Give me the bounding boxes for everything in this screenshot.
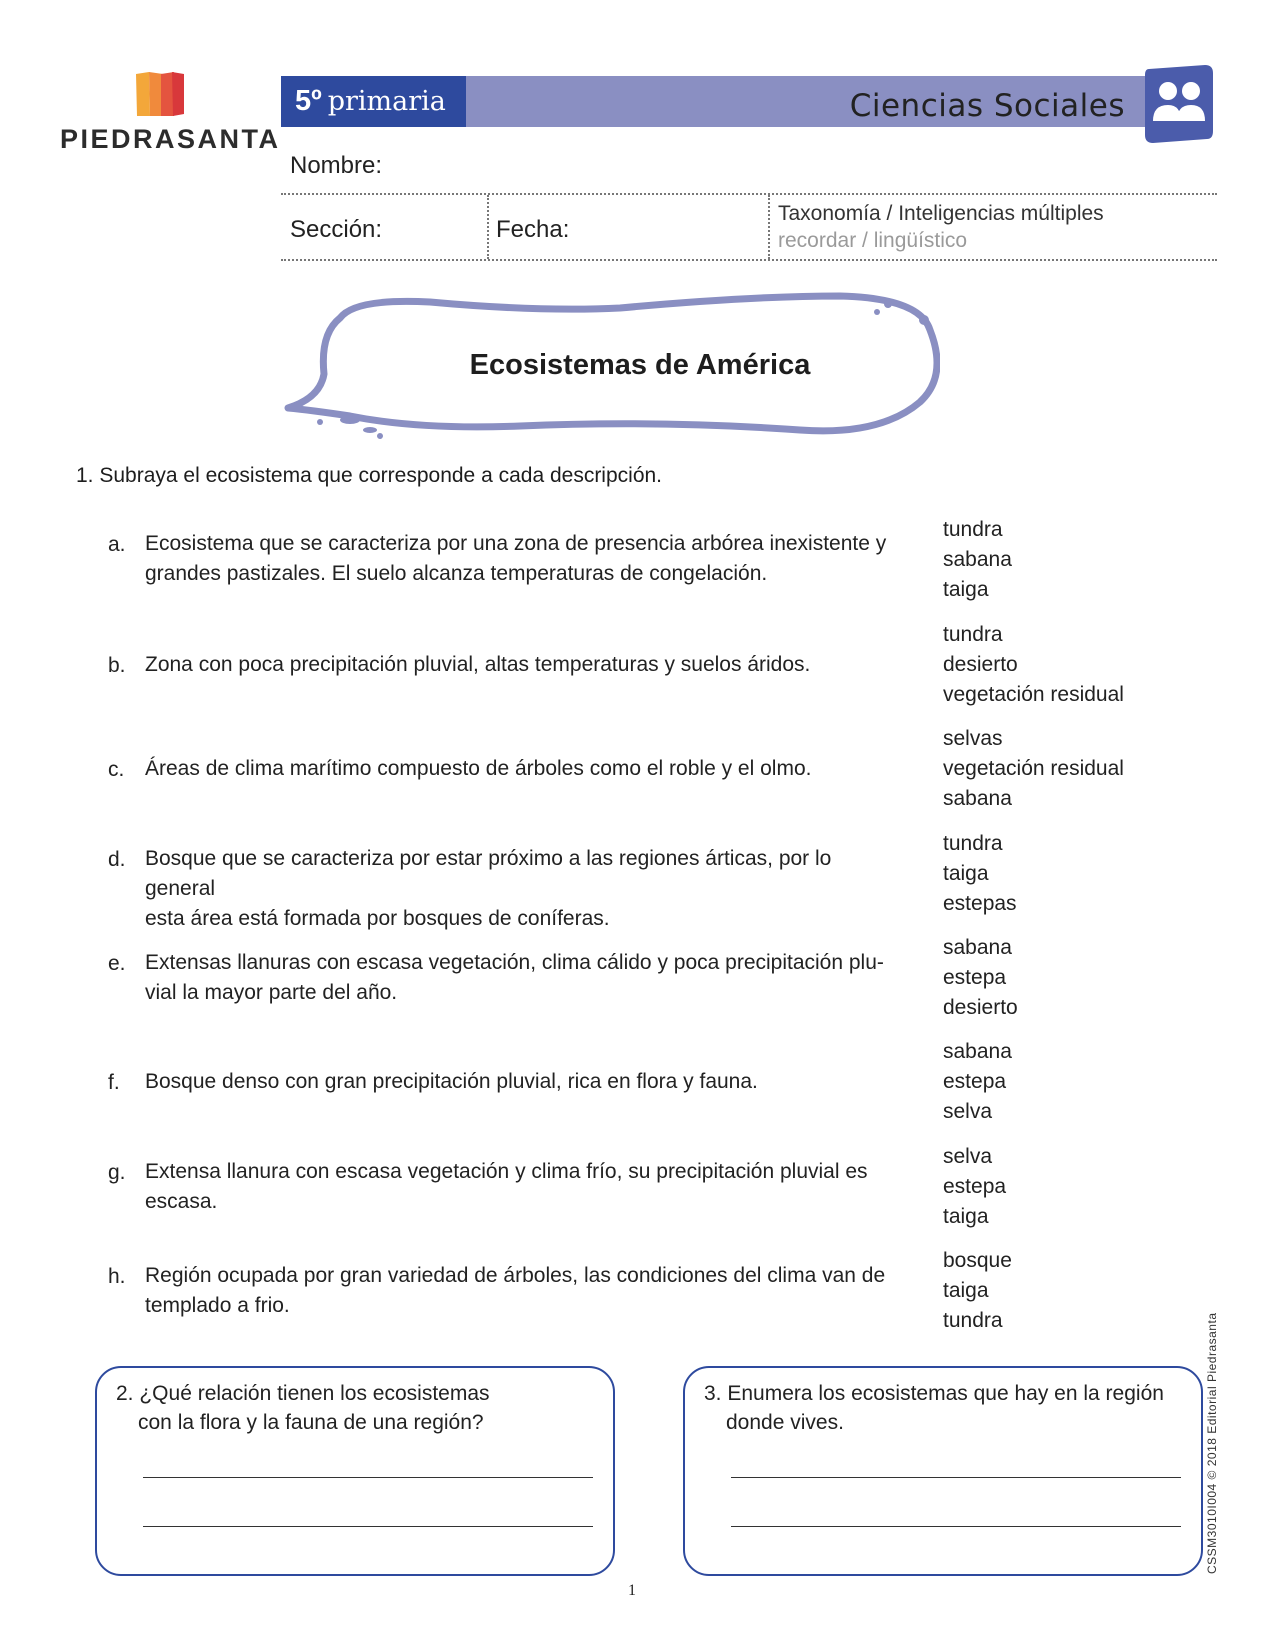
option[interactable]: taiga	[943, 862, 989, 885]
item-line: grandes pastizales. El suelo alcanza temperaturas de congelación.	[145, 562, 768, 585]
item-description	[145, 754, 905, 784]
answer-line[interactable]	[731, 1477, 1181, 1478]
option-group	[943, 515, 1012, 605]
item-description	[145, 650, 905, 680]
item-description	[145, 1067, 905, 1097]
option[interactable]: tundra	[943, 1309, 1003, 1332]
item-letter: f.	[108, 1071, 120, 1094]
option-group	[943, 1037, 1012, 1127]
section-label: Sección:	[290, 216, 383, 243]
option[interactable]: taiga	[943, 1279, 989, 1302]
item-line: escasa.	[145, 1190, 218, 1213]
name-field[interactable]	[385, 150, 1205, 188]
taxonomy-title: Taxonomía / Inteligencias múltiples	[778, 202, 1104, 225]
option[interactable]: desierto	[943, 996, 1018, 1019]
option-group	[943, 620, 1124, 710]
item-line: vial la mayor parte del año.	[145, 981, 398, 1004]
instruction-1: 1. Subraya el ecosistema que corresponde a cada descripción.	[76, 464, 663, 487]
brand-name: PIEDRASANTA	[60, 124, 281, 154]
divider	[487, 195, 489, 259]
option[interactable]: selvas	[943, 727, 1003, 750]
answer-line[interactable]	[731, 1526, 1181, 1527]
option[interactable]: tundra	[943, 832, 1003, 855]
answer-line[interactable]	[143, 1526, 593, 1527]
option-group	[943, 724, 1124, 814]
option[interactable]: vegetación residual	[943, 683, 1124, 706]
item-letter: g.	[108, 1161, 126, 1184]
option[interactable]: estepa	[943, 1070, 1007, 1093]
question-line: 3. Enumera los ecosistemas que hay en la región	[704, 1382, 1164, 1405]
divider	[281, 259, 1217, 261]
divider	[281, 193, 1217, 195]
item-letter: a.	[108, 533, 126, 556]
date-label: Fecha:	[496, 216, 570, 243]
option[interactable]: selva	[943, 1145, 993, 1168]
option[interactable]: vegetación residual	[943, 757, 1124, 780]
option[interactable]: selva	[943, 1100, 993, 1123]
option[interactable]: estepas	[943, 892, 1017, 915]
item-line: Bosque denso con gran precipitación pluvial, rica en flora y fauna.	[145, 1070, 758, 1093]
item-line: Extensas llanuras con escasa vegetación, clima cálido y poca precipitación plu-	[145, 951, 884, 974]
item-description	[145, 948, 905, 1008]
item-line: esta área está formada por bosques de coníferas.	[145, 907, 610, 930]
item-line: Extensa llanura con escasa vegetación y clima frío, su precipitación pluvial es	[145, 1160, 868, 1183]
option[interactable]: bosque	[943, 1249, 1012, 1272]
option[interactable]: tundra	[943, 518, 1003, 541]
item-letter: c.	[108, 758, 125, 781]
grade-label: primaria	[327, 86, 446, 117]
item-letter: h.	[108, 1265, 126, 1288]
item-description	[145, 1157, 905, 1217]
option[interactable]: taiga	[943, 578, 989, 601]
option-group	[943, 933, 1018, 1023]
option[interactable]: tundra	[943, 623, 1003, 646]
item-letter: b.	[108, 654, 126, 677]
answer-line[interactable]	[143, 1477, 593, 1478]
option[interactable]: desierto	[943, 653, 1018, 676]
item-letter: d.	[108, 848, 126, 871]
item-letter: e.	[108, 952, 126, 975]
item-line: Región ocupada por gran variedad de árboles, las condiciones del clima van de	[145, 1264, 886, 1287]
option[interactable]: sabana	[943, 787, 1012, 810]
option[interactable]: sabana	[943, 548, 1012, 571]
option[interactable]: taiga	[943, 1205, 989, 1228]
worksheet-title: Ecosistemas de América	[469, 349, 811, 381]
question-3-text	[704, 1379, 1164, 1437]
name-label: Nombre:	[290, 152, 383, 179]
divider	[768, 195, 770, 259]
option[interactable]: estepa	[943, 966, 1007, 989]
copyright-text: CSSM3010I004 © 2018 Editorial Piedrasanta	[1205, 1312, 1219, 1574]
option[interactable]: estepa	[943, 1175, 1007, 1198]
item-line: Zona con poca precipitación pluvial, altas temperaturas y suelos áridos.	[145, 653, 811, 676]
item-line: Áreas de clima marítimo compuesto de árboles como el roble y el olmo.	[145, 757, 812, 780]
item-description	[145, 529, 905, 589]
item-line: templado a frio.	[145, 1294, 290, 1317]
subject-title: Ciencias Sociales	[849, 88, 1125, 124]
item-line: Ecosistema que se caracteriza por una zona de presencia arbórea inexistente y	[145, 532, 887, 555]
item-description	[145, 844, 905, 934]
question-line: 2. ¿Qué relación tienen los ecosistemas	[116, 1382, 490, 1405]
question-2-text	[116, 1379, 490, 1437]
people-icon	[1141, 63, 1217, 147]
option-group	[943, 1246, 1012, 1336]
grade-number: 5º	[295, 85, 322, 117]
question-line: con la flora y la fauna de una región?	[138, 1411, 484, 1434]
question-line: donde vives.	[726, 1411, 844, 1434]
option[interactable]: sabana	[943, 1040, 1012, 1063]
option[interactable]: sabana	[943, 936, 1012, 959]
item-description	[145, 1261, 905, 1321]
item-line: Bosque que se caracteriza por estar próximo a las regiones árticas, por lo general	[145, 847, 832, 900]
piedrasanta-logo-icon	[134, 70, 186, 120]
page-number: 1	[628, 1582, 636, 1599]
option-group	[943, 1142, 1006, 1232]
grade-badge	[281, 76, 466, 127]
option-group	[943, 829, 1017, 919]
taxonomy-subtitle: recordar / lingüístico	[778, 229, 968, 252]
